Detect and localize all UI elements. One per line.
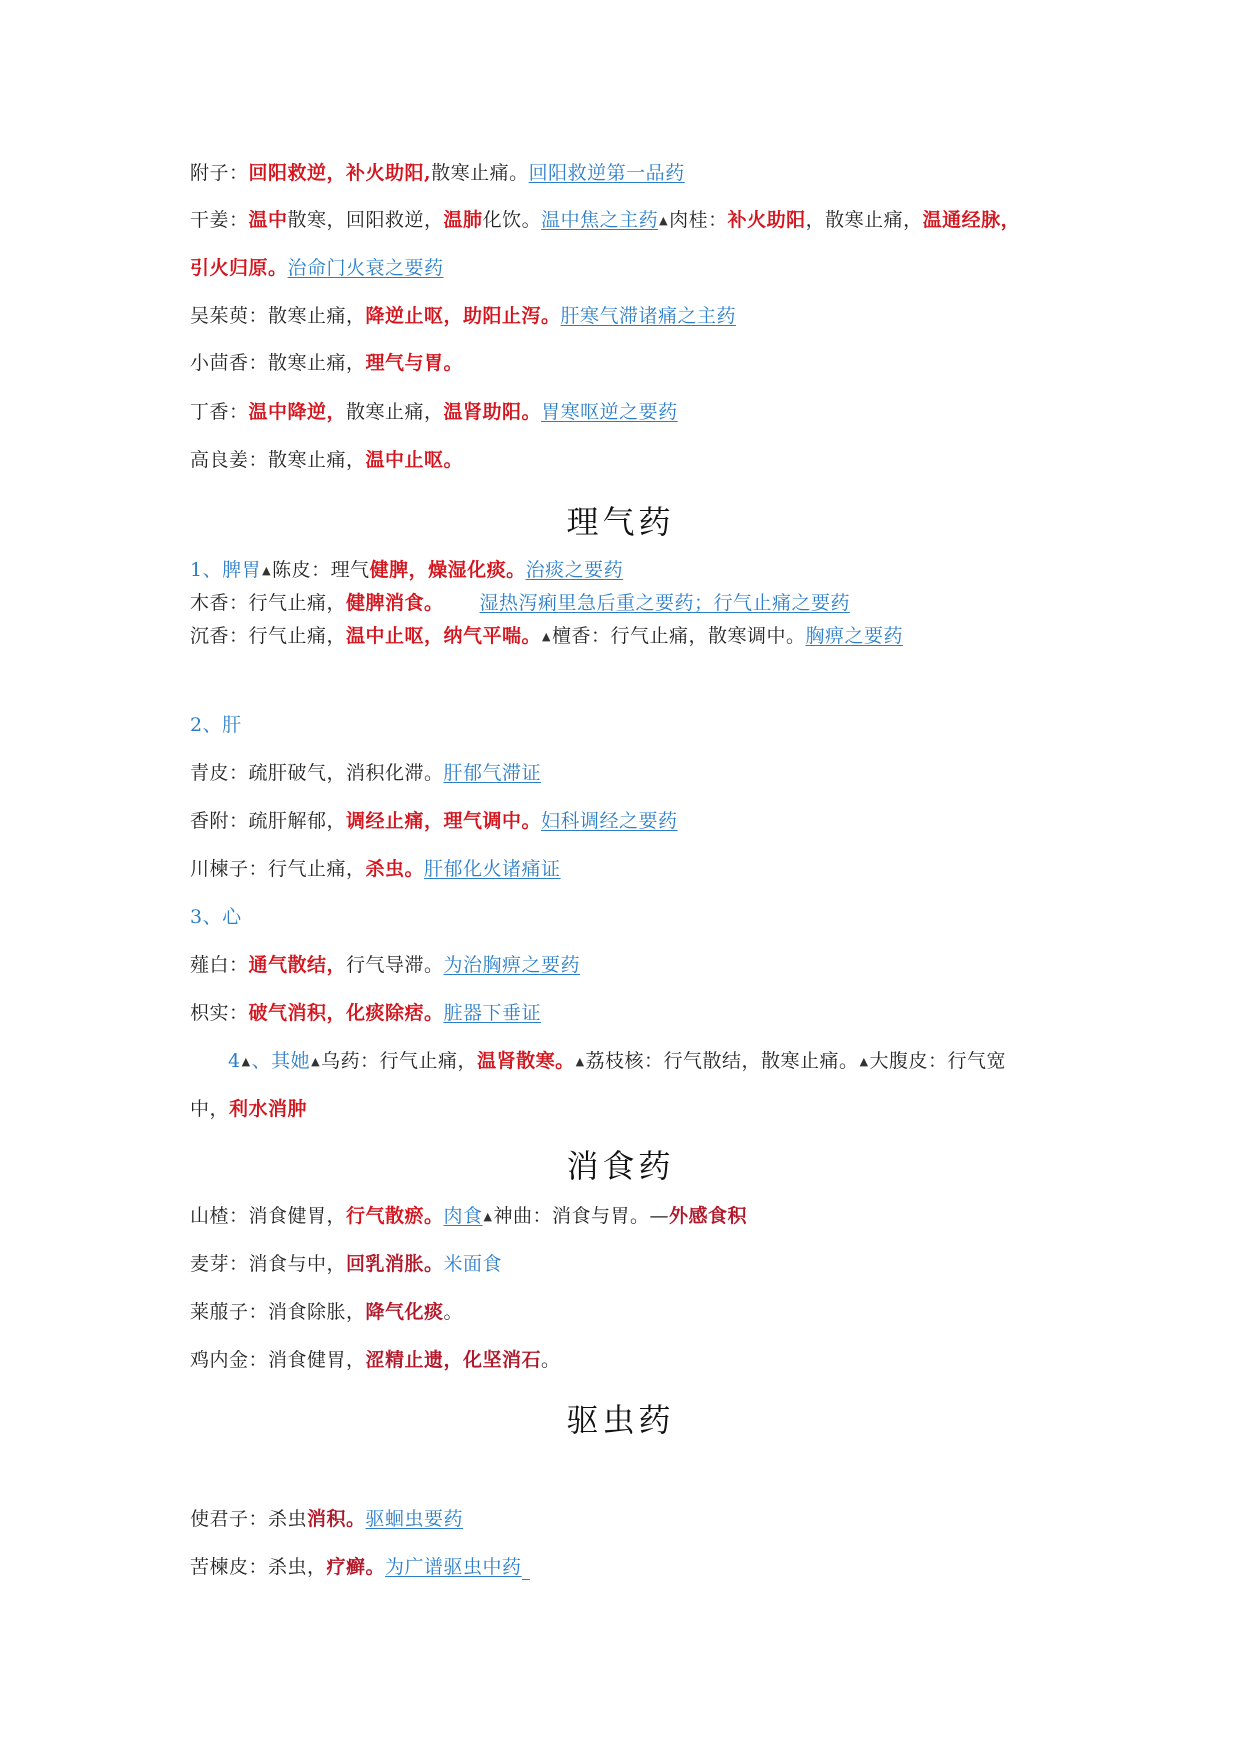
- indication-link[interactable]: 治命门火衰之要药: [287, 257, 444, 279]
- triangle-marker-icon: ▲: [241, 1055, 251, 1068]
- key-effect: 温肾散寒。: [477, 1050, 575, 1072]
- herb-text: 。: [541, 1349, 561, 1371]
- key-effect: 疗癣。: [326, 1556, 386, 1578]
- line-chenpi: [190, 557, 623, 584]
- line-xiaohuixiang: [190, 350, 463, 376]
- line-shanzha-shenqu: [190, 1203, 747, 1230]
- key-effect: 温通经脉，: [922, 209, 1021, 231]
- indication-link[interactable]: 胸痹之要药: [805, 625, 904, 647]
- line-jineijin: [190, 1347, 561, 1373]
- herb-text: 山楂：消食健胃，: [190, 1205, 347, 1227]
- subsection-label: 1、脾胃: [190, 559, 262, 581]
- indication-link[interactable]: 温中焦之主药: [541, 209, 659, 231]
- subsection-label: 4: [228, 1050, 241, 1072]
- triangle-marker-icon: ▲: [859, 1055, 869, 1068]
- herb-text: 木香：行气止痛，: [190, 592, 347, 614]
- indication-link[interactable]: 肉食: [443, 1205, 483, 1227]
- herb-text: 鸡内金：消食健胃，: [190, 1349, 366, 1371]
- indication-link[interactable]: 湿热泻痢里急后重之要药；行气止痛之要药: [479, 592, 851, 614]
- herb-text: 陈皮：理气: [272, 559, 370, 581]
- herb-text: 神曲：消食与胃。—: [493, 1205, 670, 1227]
- herb-text: 。: [443, 1301, 464, 1323]
- line-fuzi: [190, 160, 685, 186]
- subsection-label: 3、心: [190, 906, 242, 928]
- indication-link[interactable]: 肝寒气滞诸痛之主药: [560, 305, 737, 327]
- herb-text: ，散寒止痛，: [805, 209, 923, 231]
- line-chenxiang-tanxiang: [190, 623, 903, 650]
- subsection-label: 2、肝: [190, 714, 242, 736]
- key-effect: 引火归原。: [190, 257, 288, 279]
- indication-link[interactable]: 肝郁气滞证: [443, 762, 542, 784]
- key-effect: 外感食积: [669, 1205, 748, 1227]
- key-effect: 理气与胃。: [365, 352, 464, 374]
- herb-text: 青皮：疏肝破气，消积化滞。: [190, 762, 444, 784]
- indication-text: 米面食: [443, 1253, 503, 1275]
- line-xiangfu: [190, 808, 678, 834]
- underline-trail: [522, 1559, 530, 1580]
- line-dingxiang: [190, 399, 678, 425]
- line-qita: [228, 1048, 1006, 1075]
- key-effect: 补火助阳: [727, 209, 806, 231]
- indication-link[interactable]: 妇科调经之要药: [541, 810, 678, 832]
- key-effect: 行气散瘀。: [346, 1205, 444, 1227]
- key-effect: 健脾，燥湿化痰。: [369, 559, 526, 581]
- subsection-gan: [190, 712, 242, 738]
- triangle-marker-icon: ▲: [542, 630, 551, 643]
- herb-text: 丁香：: [190, 401, 249, 423]
- herb-text: 荔枝核：行气散结，散寒止痛。: [585, 1050, 859, 1072]
- indication-link[interactable]: 为治胸痹之要药: [443, 954, 581, 976]
- subsection-label: 、其她: [251, 1050, 311, 1072]
- indication-link[interactable]: 回阳救逆第一品药: [528, 162, 685, 184]
- herb-text: 肉桂：: [669, 209, 728, 231]
- herb-text: 中，: [190, 1098, 230, 1120]
- herb-text: 大腹皮：行气宽: [869, 1050, 1007, 1072]
- triangle-marker-icon: ▲: [262, 564, 272, 577]
- herb-text: 附子：: [190, 162, 249, 184]
- line-maiya: [190, 1251, 502, 1277]
- herb-text: 乌药：行气止痛，: [321, 1050, 478, 1072]
- herb-text: 川楝子：行气止痛，: [190, 858, 366, 880]
- key-effect: 利水消肿: [229, 1098, 308, 1120]
- line-laifuzi: [190, 1299, 463, 1325]
- triangle-marker-icon: ▲: [483, 1210, 493, 1223]
- herb-text: 莱菔子：消食除胀，: [190, 1301, 366, 1323]
- herb-text: 散寒，回阳救逆，: [287, 209, 444, 231]
- indication-link[interactable]: 胃寒呕逆之要药: [541, 401, 678, 423]
- triangle-marker-icon: ▲: [659, 214, 669, 227]
- herb-text: 檀香：行气止痛，散寒调中。: [552, 625, 806, 647]
- herb-text: 散寒止痛，: [346, 401, 444, 423]
- key-effect: 调经止痛，理气调中。: [346, 810, 542, 832]
- key-effect: 杀虫。: [365, 858, 425, 880]
- triangle-marker-icon: ▲: [575, 1055, 585, 1068]
- herb-text: 麦芽：消食与中，: [190, 1253, 347, 1275]
- key-effect: 降气化痰: [365, 1301, 444, 1323]
- herb-text: 高良姜：散寒止痛，: [190, 449, 366, 471]
- key-effect: 温中止呕，纳气平喘。: [346, 625, 542, 647]
- herb-text: 香附：疏肝解郁，: [190, 810, 347, 832]
- key-effect: 回阳救逆，补火助阳,: [248, 162, 432, 184]
- herb-text: 薤白：: [190, 954, 249, 976]
- key-effect: 回乳消胀。: [346, 1253, 444, 1275]
- indication-link[interactable]: 为广谱驱虫中药: [385, 1556, 522, 1578]
- triangle-marker-icon: ▲: [311, 1055, 321, 1068]
- key-effect: 温肾助阳。: [443, 401, 542, 423]
- line-zhishi: [190, 1000, 541, 1026]
- herb-text: 枳实：: [190, 1002, 249, 1024]
- key-effect: 健脾消食。: [346, 592, 444, 614]
- indication-link[interactable]: 肝郁化火诸痛证: [424, 858, 561, 880]
- line-gaoliangjiang: [190, 447, 463, 473]
- line-wuzhuyu: [190, 303, 736, 329]
- indication-link[interactable]: 脏器下垂证: [443, 1002, 542, 1024]
- line-rougui-cont: [190, 255, 444, 281]
- key-effect: 温中降逆，: [248, 401, 347, 423]
- line-chuanlianzi: [190, 856, 561, 882]
- herb-text: 苦楝皮：杀虫，: [190, 1556, 327, 1578]
- section-heading-liqi: 理气药: [566, 503, 675, 541]
- herb-text: 沉香：行气止痛，: [190, 625, 347, 647]
- line-qingpi: [190, 760, 541, 786]
- line-dafupi-cont: [190, 1096, 307, 1122]
- key-effect: 温中止呕。: [365, 449, 464, 471]
- key-effect: 温中: [248, 209, 288, 231]
- key-effect: 温肺: [443, 209, 483, 231]
- indication-link[interactable]: 治痰之要药: [525, 559, 624, 581]
- subsection-xin: [190, 904, 242, 930]
- section-heading-xiaoshi: 消食药: [566, 1147, 675, 1185]
- key-effect: 破气消积，化痰除痞。: [248, 1002, 444, 1024]
- line-kulianpi: [190, 1554, 530, 1580]
- line-xiebai: [190, 952, 580, 978]
- line-muxiang: [190, 590, 850, 616]
- line-shijunzi: [190, 1506, 463, 1532]
- herb-text: 吴茱萸：散寒止痛，: [190, 305, 366, 327]
- herb-text: 散寒止痛。: [431, 162, 529, 184]
- key-effect: 降逆止呕，助阳止泻。: [365, 305, 561, 327]
- section-heading-quchong: 驱虫药: [566, 1401, 675, 1439]
- herb-text: 使君子：杀虫: [190, 1508, 308, 1530]
- herb-text: 小茴香：散寒止痛，: [190, 352, 366, 374]
- key-effect: 消积。: [307, 1508, 366, 1530]
- key-effect: 涩精止遗，化坚消石: [365, 1349, 542, 1371]
- herb-text: 化饮。: [482, 209, 542, 231]
- line-ganjiang-rougui: [190, 207, 1020, 234]
- key-effect: 通气散结，: [248, 954, 347, 976]
- herb-text: 干姜：: [190, 209, 249, 231]
- herb-text: 行气导滞。: [346, 954, 444, 976]
- indication-link[interactable]: 驱蛔虫要药: [365, 1508, 464, 1530]
